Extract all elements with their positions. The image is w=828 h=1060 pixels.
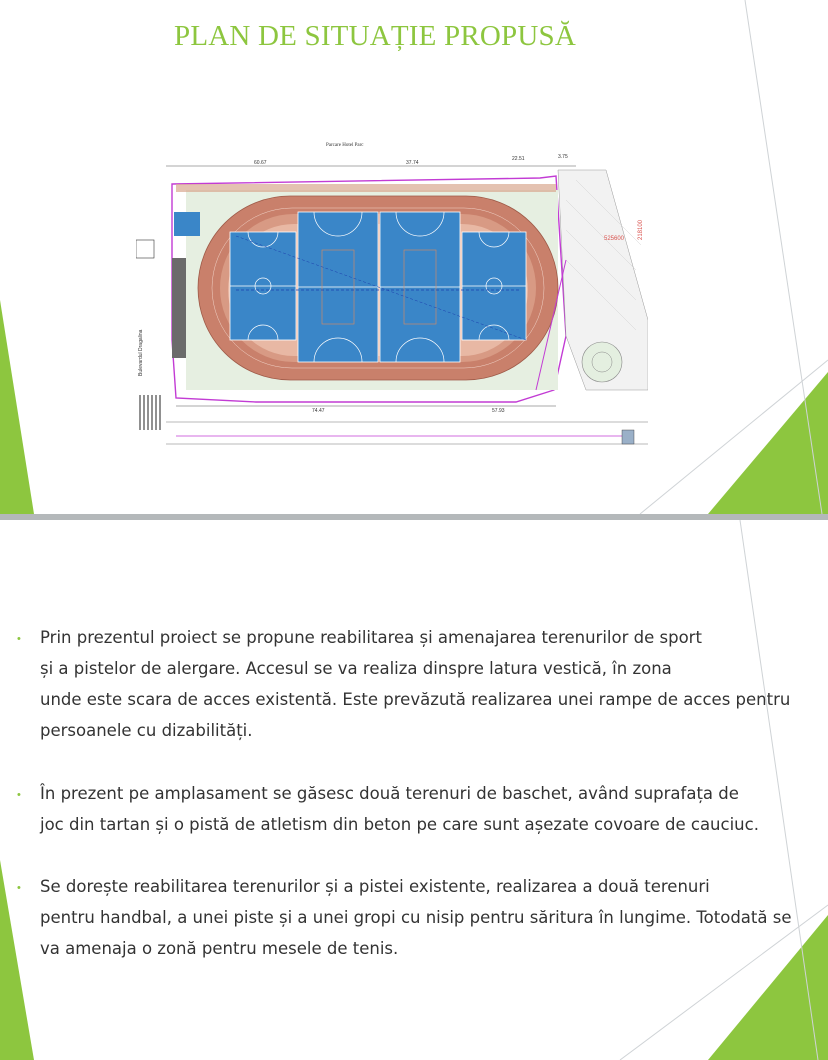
dim-top-1: 60.67 — [254, 160, 267, 166]
tennis-area — [174, 212, 200, 236]
green-right-triangle-2 — [708, 915, 828, 1060]
dim-top-2: 37.74 — [406, 160, 419, 166]
dim-bottom-2: 57.93 — [492, 408, 505, 414]
plan-header-label: Parcare Hotel Parc — [326, 143, 364, 148]
bullet-1-line-1: Prin prezentul proiect se propune reabilitarea și amenajarea terenurilor de sport — [40, 628, 702, 647]
access-stairs — [172, 258, 186, 358]
bullet-3-line-1: Se dorește reabilitarea terenurilor și a pistei existente, realizarea a două terenuri — [40, 877, 710, 896]
slide-2 — [0, 520, 828, 1060]
bullet-1-line-4: persoanele cu dizabilități. — [40, 721, 253, 740]
slide-title: PLAN DE SITUAȚIE PROPUSĂ — [174, 20, 576, 52]
dim-top-4: 3.75 — [558, 154, 568, 160]
bullet-2-line-2: joc din tartan și o pistă de atletism din beton pe care sunt așezate covoare de cauciuc. — [40, 815, 759, 834]
bullet-3-line-2: pentru handbal, a unei piste și a unei gropi cu nisip pentru săritura în lungime. Totodată se — [40, 908, 792, 927]
bullet-1-line-3: unde este scara de acces existentă. Este prevăzută realizarea unei rampe de acces pentru — [40, 690, 791, 709]
plan-red-coordinate: 525600 — [604, 236, 625, 242]
bullet-3-line-3: va amenaja o zonă pentru mesele de tenis. — [40, 939, 399, 958]
round-garden — [582, 342, 622, 382]
bullet-marker: • — [17, 789, 21, 801]
site-plan-drawing — [136, 140, 648, 452]
plan-street-label: Bulevardul Dragalina — [138, 329, 144, 376]
bullet-marker: • — [17, 633, 21, 645]
plan-red-coordinate-2: 218100 — [638, 219, 644, 240]
dim-bottom-1: 74.47 — [312, 408, 325, 414]
bullet-2-line-1: În prezent pe amplasament se găsesc două terenuri de baschet, având suprafața de — [40, 784, 739, 803]
dim-top-3: 22.51 — [512, 156, 525, 162]
bullet-1-line-2: și a pistelor de alergare. Accesul se va realiza dinspre latura vestică, în zona — [40, 659, 672, 678]
bullet-marker: • — [17, 882, 21, 894]
slide-1 — [0, 0, 828, 514]
green-left-triangle — [0, 300, 34, 514]
